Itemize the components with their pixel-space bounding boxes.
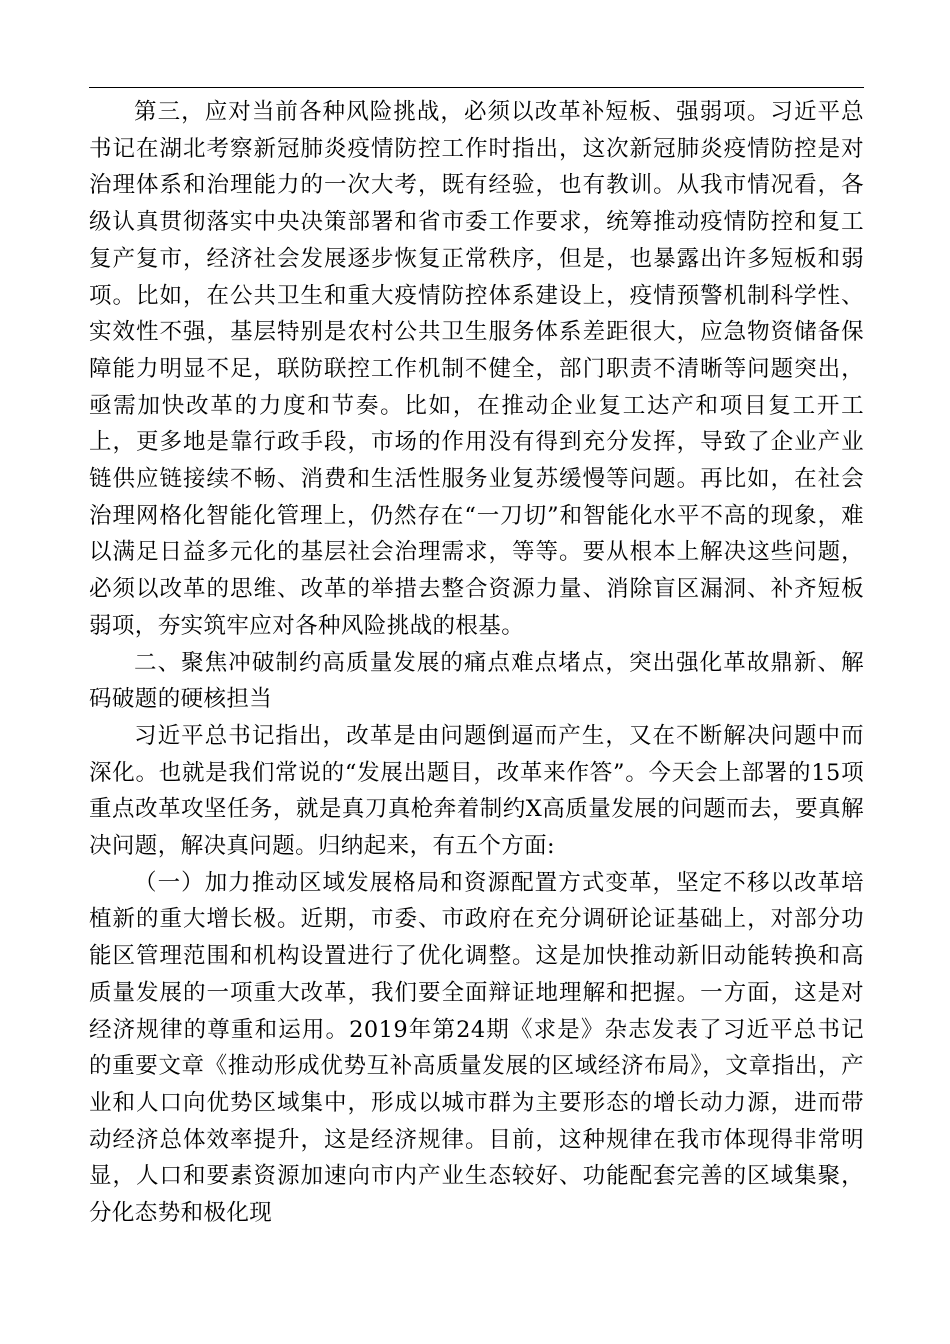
- paragraph-xi-reform-problems: 习近平总书记指出，改革是由问题倒逼而产生，又在不断解决问题中而深化。也就是我们常说的“发展出题目，改革来作答”。今天会上部署的15项重点改革攻坚任务，就是真刀真枪奔着制约X高质量发展的问题而去，要真解决问题，解决真问题。归纳起来，有五个方面:: [89, 722, 864, 860]
- top-divider: [89, 87, 864, 88]
- document-body: [89, 94, 864, 1232]
- paragraph-third-reform-shortboards: 第三，应对当前各种风险挑战，必须以改革补短板、强弱项。习近平总书记在湖北考察新冠肺炎疫情防控工作时指出，这次新冠肺炎疫情防控是对治理体系和治理能力的一次大考，既有经验，也有教训。从我市情况看，各级认真贯彻落实中央决策部署和省市委工作要求，统筹推动疫情防控和复工复产复市，经济社会发展逐步恢复正常秩序，但是，也暴露出许多短板和弱项。比如，在公共卫生和重大疫情防控体系建设上，疫情预警机制科学性、实效性不强，基层特别是农村公共卫生服务体系差距很大，应急物资储备保障能力明显不足，联防联控工作机制不健全，部门职责不清晰等问题突出，亟需加快改革的力度和节奏。比如，在推动企业复工达产和项目复工开工上，更多地是靠行政手段，市场的作用没有得到充分发挥，导致了企业产业链供应链接续不畅、消费和生活性服务业复苏缓慢等问题。再比如，在社会治理网格化智能化管理上，仍然存在“一刀切”和智能化水平不高的现象，难以满足日益多元化的基层社会治理需求，等等。要从根本上解决这些问题，必须以改革的思维、改革的举措去整合资源力量、消除盲区漏洞、补齐短板弱项，夯实筑牢应对各种风险挑战的根基。: [89, 99, 864, 639]
- paragraph-one-regional-development: （一）加力推动区域发展格局和资源配置方式变革，坚定不移以改革培植新的重大增长极。近期，市委、市政府在充分调研论证基础上，对部分功能区管理范围和机构设置进行了优化调整。这是加快推动新旧动能转换和高质量发展的一项重大改革，我们要全面辩证地理解和把握。一方面，这是对经济规律的尊重和运用。2019年第24期《求是》杂志发表了习近平总书记的重要文章《推动形成优势互补高质量发展的区域经济布局》，文章指出，产业和人口向优势区域集中，形成以城市群为主要形态的增长动力源，进而带动经济总体效率提升，这是经济规律。目前，这种规律在我市体现得非常明显，人口和要素资源加速向市内产业生态较好、功能配套完善的区域集聚，分化态势和极化现: [89, 869, 864, 1227]
- section-heading-two: 二、聚焦冲破制约高质量发展的痛点难点堵点，突出强化革故鼎新、解码破题的硬核担当: [89, 649, 864, 713]
